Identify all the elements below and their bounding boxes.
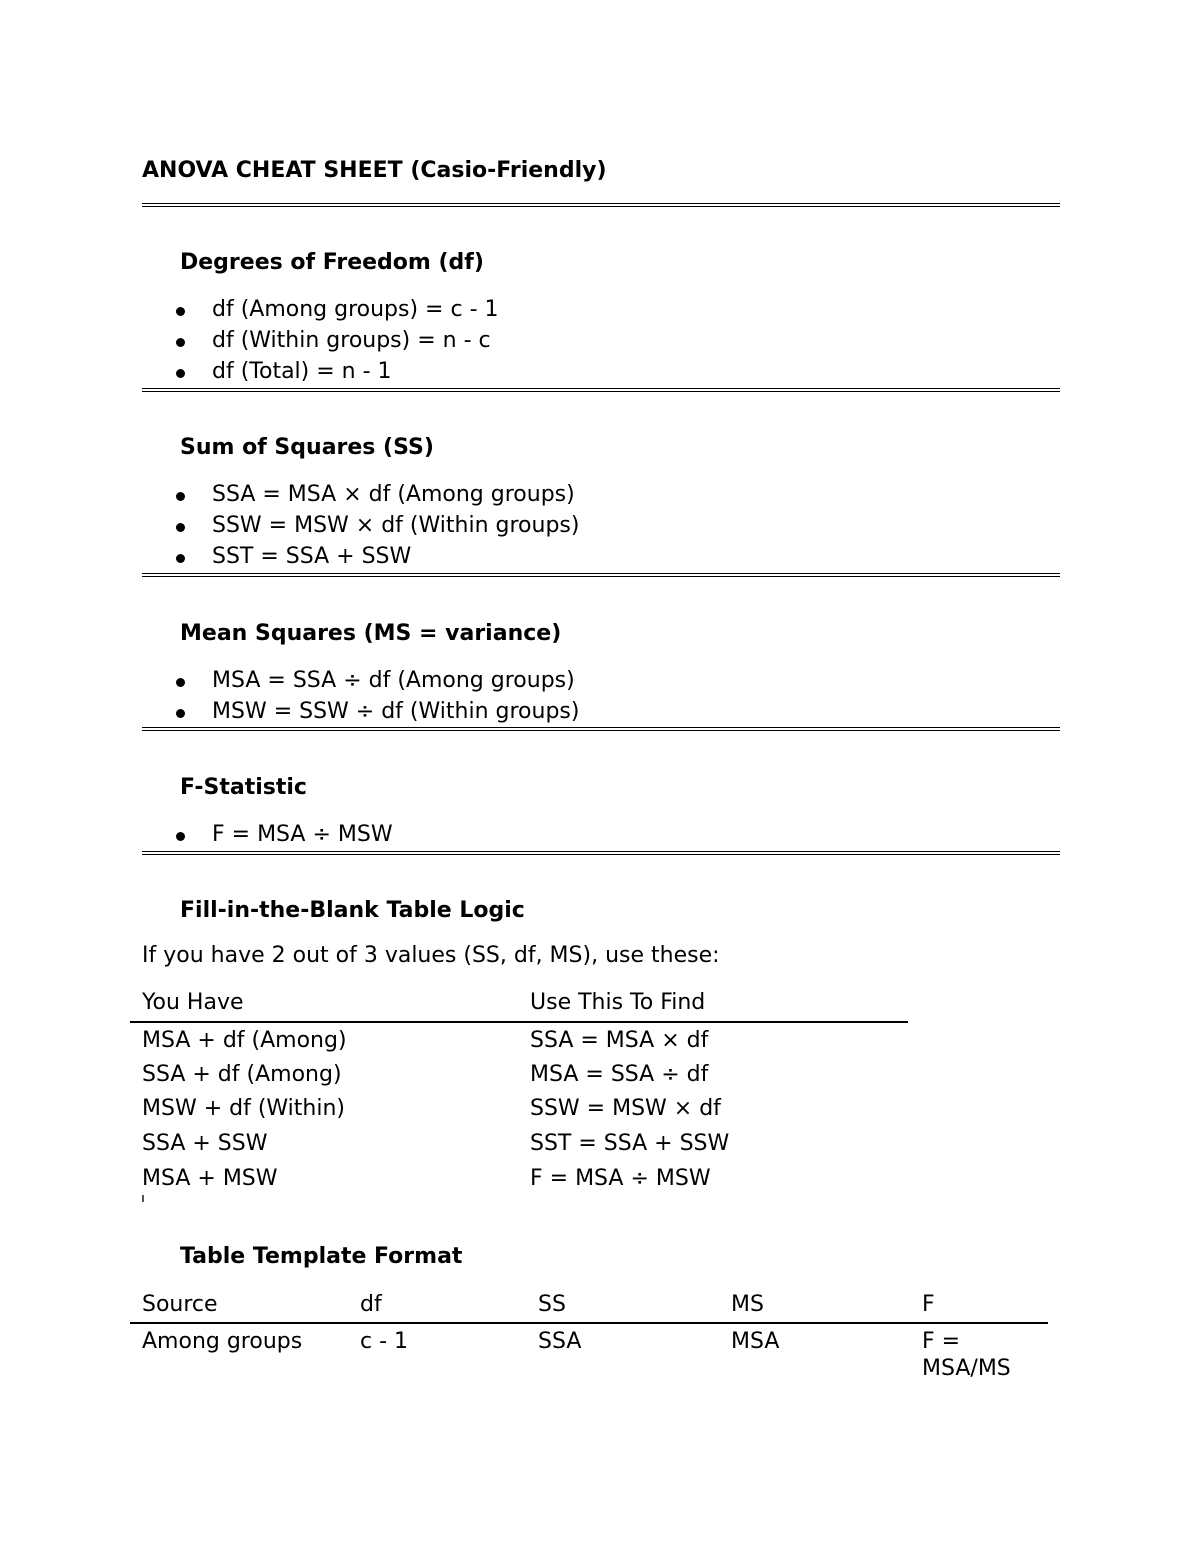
list-item: SSW = MSW × df (Within groups) — [170, 510, 579, 541]
list-item: SSA = MSA × df (Among groups) — [170, 479, 579, 510]
table-cell: MSA — [731, 1329, 780, 1354]
table-cell: Among groups — [142, 1329, 303, 1354]
table-cell: c - 1 — [360, 1329, 409, 1354]
bullet-icon — [176, 369, 185, 378]
list-item: MSA = SSA ÷ df (Among groups) — [170, 665, 579, 696]
section-heading-df: Degrees of Freedom (df) — [180, 250, 484, 275]
column-header-source: Source — [142, 1292, 218, 1317]
table-cell: SSA + df (Among) — [142, 1062, 342, 1087]
column-header-use-this: Use This To Find — [530, 990, 706, 1015]
bullet-icon — [176, 678, 185, 687]
section-heading-template: Table Template Format — [180, 1244, 463, 1269]
column-header-f: F — [922, 1292, 935, 1317]
title-divider — [142, 203, 1060, 207]
section-heading-ss: Sum of Squares (SS) — [180, 435, 434, 460]
section-divider — [142, 727, 1060, 731]
table-cell: MSA + df (Among) — [142, 1028, 347, 1053]
section-divider — [142, 851, 1060, 855]
table-cell: SSA — [538, 1329, 582, 1354]
table-cell: MSW + df (Within) — [142, 1096, 345, 1121]
list-item: F = MSA ÷ MSW — [170, 819, 393, 850]
list-item: df (Total) = n - 1 — [170, 356, 499, 387]
bullet-icon — [176, 492, 185, 501]
list-item: df (Among groups) = c - 1 — [170, 294, 499, 325]
table-header-rule — [130, 1322, 1048, 1324]
fill-in-intro: If you have 2 out of 3 values (SS, df, MS), use these: — [142, 943, 720, 968]
bullet-icon — [176, 338, 185, 347]
table-cell: SSW = MSW × df — [530, 1096, 721, 1121]
f-formula-list — [170, 819, 393, 850]
list-item: SST = SSA + SSW — [170, 541, 579, 572]
table-cell: F = MSA ÷ MSW — [530, 1166, 711, 1191]
bullet-icon — [176, 832, 185, 841]
list-item: df (Within groups) = n - c — [170, 325, 499, 356]
bullet-icon — [176, 709, 185, 718]
text-cursor — [142, 1195, 144, 1202]
table-cell: SSA + SSW — [142, 1131, 268, 1156]
column-header-df: df — [360, 1292, 382, 1317]
table-cell: SST = SSA + SSW — [530, 1131, 730, 1156]
section-divider — [142, 573, 1060, 577]
table-cell: MSA = SSA ÷ df — [530, 1062, 709, 1087]
table-cell: MSA/MS — [922, 1356, 1011, 1381]
table-cell: F = — [922, 1329, 961, 1354]
ms-formula-list — [170, 665, 579, 727]
column-header-ms: MS — [731, 1292, 764, 1317]
ss-formula-list — [170, 479, 579, 572]
bullet-icon — [176, 554, 185, 563]
column-header-you-have: You Have — [142, 990, 244, 1015]
df-formula-list — [170, 294, 499, 387]
bullet-icon — [176, 307, 185, 316]
section-heading-ms: Mean Squares (MS = variance) — [180, 621, 562, 646]
table-header-rule — [130, 1021, 908, 1023]
list-item: MSW = SSW ÷ df (Within groups) — [170, 696, 579, 727]
column-header-ss: SS — [538, 1292, 566, 1317]
page-title: ANOVA CHEAT SHEET (Casio-Friendly) — [142, 158, 607, 183]
table-cell: SSA = MSA × df — [530, 1028, 709, 1053]
section-divider — [142, 388, 1060, 392]
section-heading-f: F-Statistic — [180, 775, 307, 800]
section-heading-fill-in: Fill-in-the-Blank Table Logic — [180, 898, 525, 923]
bullet-icon — [176, 523, 185, 532]
table-cell: MSA + MSW — [142, 1166, 278, 1191]
